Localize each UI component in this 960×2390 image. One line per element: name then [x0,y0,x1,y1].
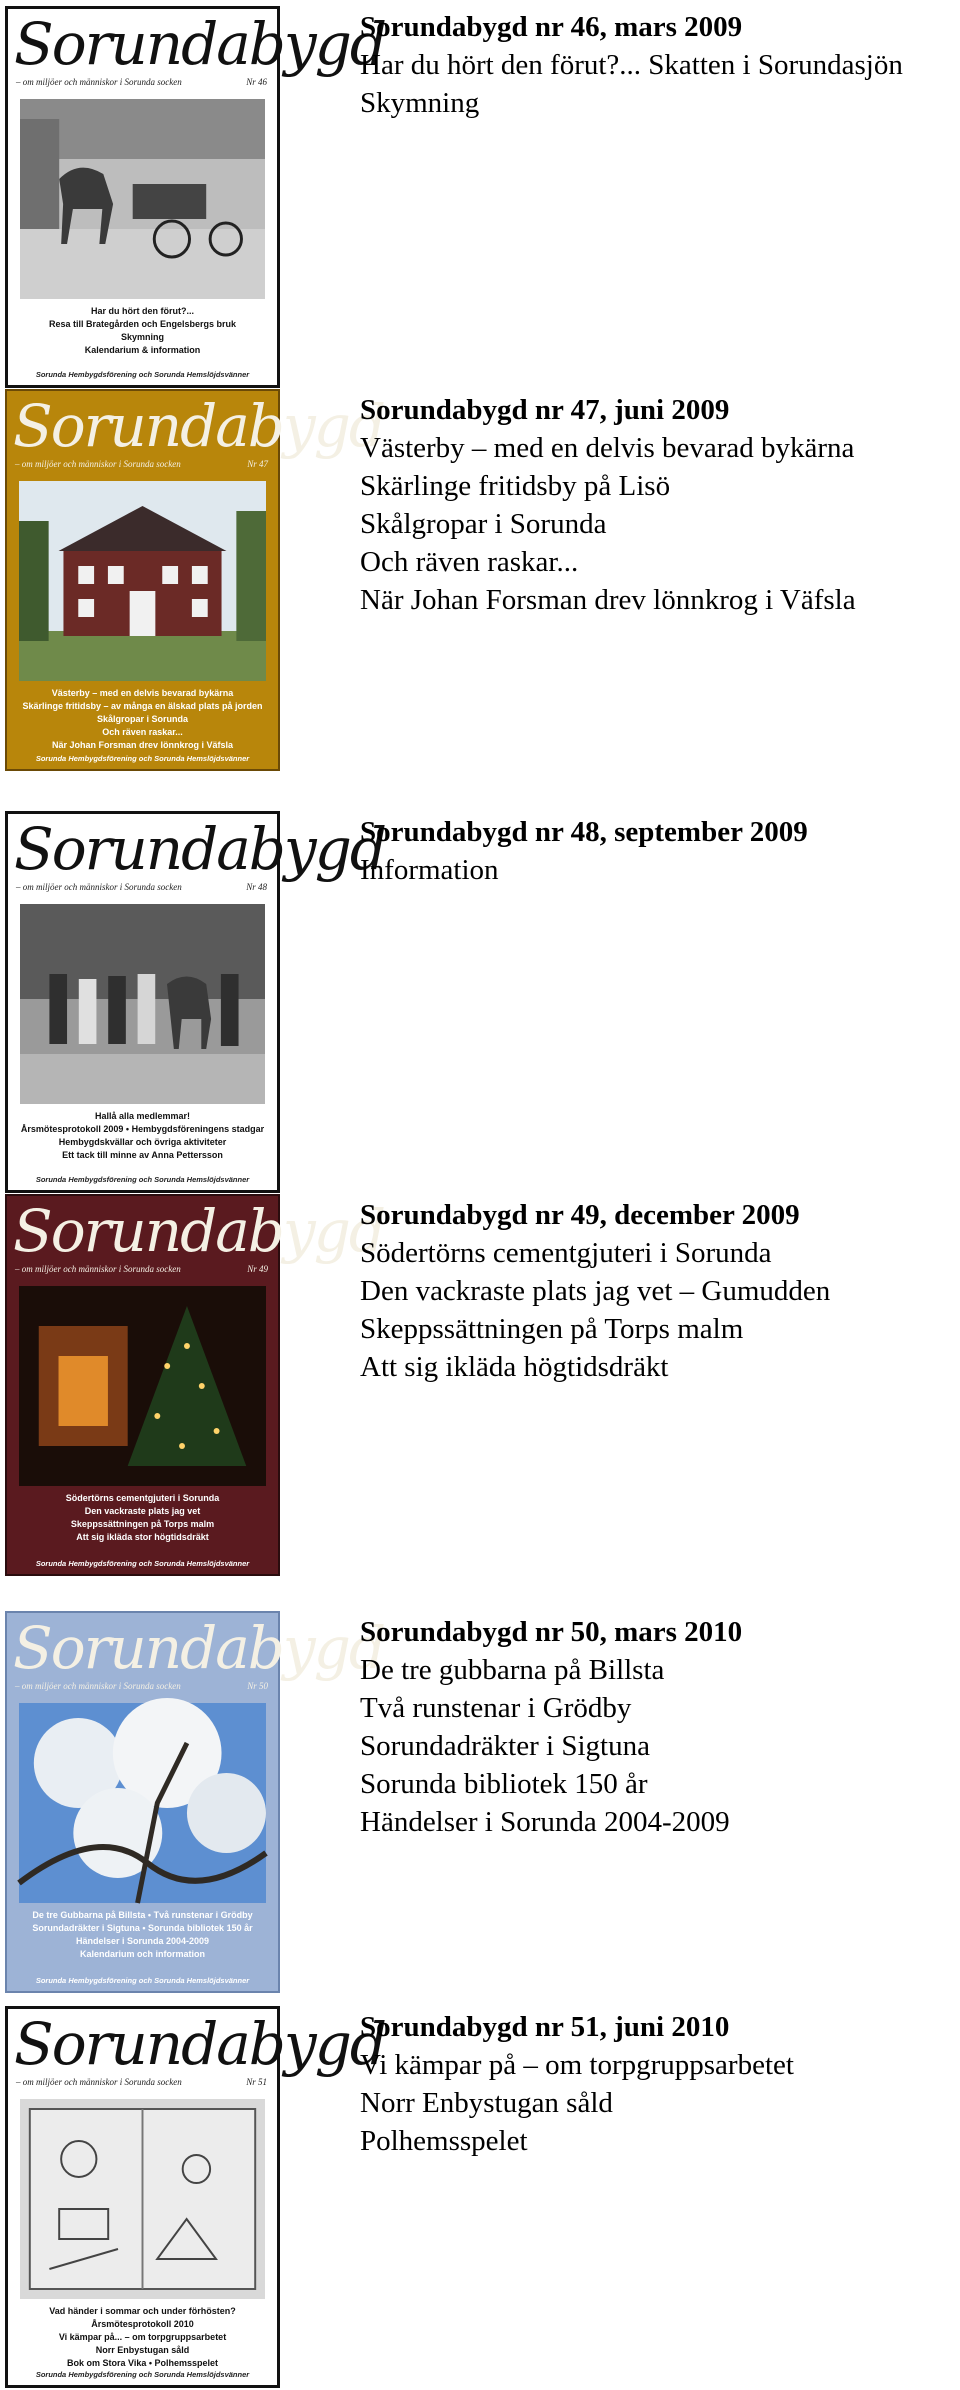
article-line: Polhemsspelet [360,2125,528,2157]
cover-image-48 [5,811,385,1193]
cover-footer: Sorunda Hembygdsförening och Sorunda Hemslöjdsvänner [35,1976,250,1985]
cover-line: Skymning [120,332,164,342]
cover-subtitle: – om miljöer och människor i Sorunda socken [16,77,182,87]
cover-photo-red-house [19,481,266,681]
cover-footer: Sorunda Hembygdsförening och Sorunda Hemslöjdsvänner [35,754,250,763]
article-line: Västerby – med en delvis bevarad bykärna [360,432,855,464]
cover-line: De tre Gubbarna på Billsta • Två runstenar i Grödby [32,1910,253,1920]
cover-image-49 [5,1194,384,1576]
article-line: Och räven raskar... [360,546,579,578]
cover-line: Att sig ikläda stor högtidsdräkt [76,1532,209,1542]
cover-number: Nr 47 [247,459,268,469]
article-line: Sorunda bibliotek 150 år [360,1768,648,1800]
issue-title: Sorundabygd nr 51, juni 2010 [360,2011,730,2043]
issue-49 [0,1188,960,1573]
article-line: Norr Enbystugan såld [360,2087,613,2119]
cover-line: Norr Enbystugan såld [95,2345,190,2355]
issue-51 [0,2000,960,2385]
cover-photo-blossom-tree [19,1703,266,1903]
cover-line: Hallå alla medlemmar! [94,1111,191,1121]
cover-number: Nr 46 [246,77,267,87]
cover-photo-horse-carriage [20,99,265,299]
cover-line: Hembygdskvällar och övriga aktiviteter [58,1137,227,1147]
cover-footer: Sorunda Hembygdsförening och Sorunda Hemslöjdsvänner [35,2370,250,2379]
cover-line: Västerby – med en delvis bevarad bykärna [51,688,234,698]
cover-line: Skeppssättningen på Torps malm [70,1519,215,1529]
issue-description [360,1196,955,1386]
cover-subtitle: – om miljöer och människor i Sorunda socken [15,1681,181,1691]
article-line: Information [360,854,499,886]
cover-photo-farm-group [20,904,265,1104]
article-line: Att sig ikläda högtidsdräkt [360,1351,669,1383]
cover-masthead: Sorundabygd [13,392,384,460]
cover-image-51 [5,2006,385,2388]
cover-line: Ett tack till minne av Anna Pettersson [62,1150,223,1160]
article-line: Två runstenar i Grödby [360,1692,632,1724]
cover-number: Nr 50 [247,1681,268,1691]
cover-line: Resa till Brategården och Engelsbergs bruk [48,319,237,329]
cover-subtitle: – om miljöer och människor i Sorunda socken [15,1264,181,1274]
article-line: Skeppssättningen på Torps malm [360,1313,744,1345]
cover-footer: Sorunda Hembygdsförening och Sorunda Hemslöjdsvänner [35,1559,250,1568]
issue-title: Sorundabygd nr 49, december 2009 [360,1199,800,1231]
article-line: Vi kämpar på – om torpgruppsarbetet [360,2049,794,2081]
issue-description [360,1613,955,1841]
issue-50 [0,1605,960,1990]
cover-contents [14,2305,271,2370]
article-line: Skärlinge fritidsby på Lisö [360,470,671,502]
cover-subtitle: – om miljöer och människor i Sorunda socken [15,459,181,469]
cover-image-47 [5,389,384,771]
cover-number: Nr 49 [247,1264,268,1274]
article-line: Den vackraste plats jag vet – Gumudden [360,1275,831,1307]
article-line: Sorundadräkter i Sigtuna [360,1730,650,1762]
cover-line: Sorundadräkter i Sigtuna • Sorunda bibliotek 150 år [32,1923,253,1933]
article-line: När Johan Forsman drev lönnkrog i Väfsla [360,584,856,616]
cover-number: Nr 48 [246,882,267,892]
cover-masthead: Sorundabygd [13,1197,384,1265]
cover-footer: Sorunda Hembygdsförening och Sorunda Hemslöjdsvänner [35,370,250,379]
issue-46 [0,0,960,385]
cover-line: Den vackraste plats jag vet [84,1506,201,1516]
cover-line: Vi kämpar på... – om torpgruppsarbetet [58,2332,227,2342]
article-line: Skålgropar i Sorunda [360,508,607,540]
cover-masthead: Sorundabygd [13,1614,384,1682]
issue-title: Sorundabygd nr 50, mars 2010 [360,1616,743,1648]
cover-line: Bok om Stora Vika • Polhemsspelet [66,2358,219,2368]
cover-subtitle: – om miljöer och människor i Sorunda socken [16,882,182,892]
cover-line: Kalendarium och information [79,1949,205,1959]
issue-description [360,391,955,619]
issue-description [360,2008,955,2160]
cover-photo-christmas-tree [19,1286,266,1486]
cover-contents [13,687,272,752]
cover-photo-polhem-drawing [20,2099,265,2299]
cover-contents [13,1492,272,1544]
cover-masthead: Sorundabygd [14,10,385,78]
cover-line: Har du hört den förut?... [91,306,194,316]
article-line: Händelser i Sorunda 2004-2009 [360,1806,730,1838]
cover-line: Årsmötesprotokoll 2009 • Hembygdsföreningens stadgar [20,1124,265,1134]
cover-line: När Johan Forsman drev lönnkrog i Väfsla [51,740,234,750]
cover-subtitle: – om miljöer och människor i Sorunda socken [16,2077,182,2087]
article-line: De tre gubbarna på Billsta [360,1654,665,1686]
cover-line: Årsmötesprotokoll 2010 [91,2319,194,2329]
cover-line: Händelser i Sorunda 2004-2009 [75,1936,210,1946]
cover-line: Södertörns cementgjuteri i Sorunda [65,1493,220,1503]
issue-47 [0,383,960,768]
issue-description [360,8,955,122]
cover-number: Nr 51 [246,2077,267,2087]
cover-contents [14,1110,271,1162]
cover-masthead: Sorundabygd [14,815,385,883]
issue-title: Sorundabygd nr 48, september 2009 [360,816,808,848]
article-line: Södertörns cementgjuteri i Sorunda [360,1237,772,1269]
cover-image-46 [5,6,385,388]
article-line: Har du hört den förut?... Skatten i Sorundasjön [360,49,903,81]
article-line: Skymning [360,87,480,119]
cover-masthead: Sorundabygd [14,2010,385,2078]
cover-image-50 [5,1611,384,1993]
cover-line: Vad händer i sommar och under förhösten? [49,2306,236,2316]
issue-title: Sorundabygd nr 47, juni 2009 [360,394,730,426]
issue-title: Sorundabygd nr 46, mars 2009 [360,11,743,43]
cover-line: Skärlinge fritidsby – av många en älskad plats på jorden [22,701,263,711]
cover-footer: Sorunda Hembygdsförening och Sorunda Hemslöjdsvänner [35,1175,250,1184]
issue-48 [0,805,960,1190]
cover-line: Och räven raskar... [102,727,183,737]
cover-line: Kalendarium & information [84,345,201,355]
issue-description [360,813,955,889]
cover-contents [14,305,271,357]
cover-line: Skålgropar i Sorunda [96,714,189,724]
cover-contents [13,1909,272,1961]
